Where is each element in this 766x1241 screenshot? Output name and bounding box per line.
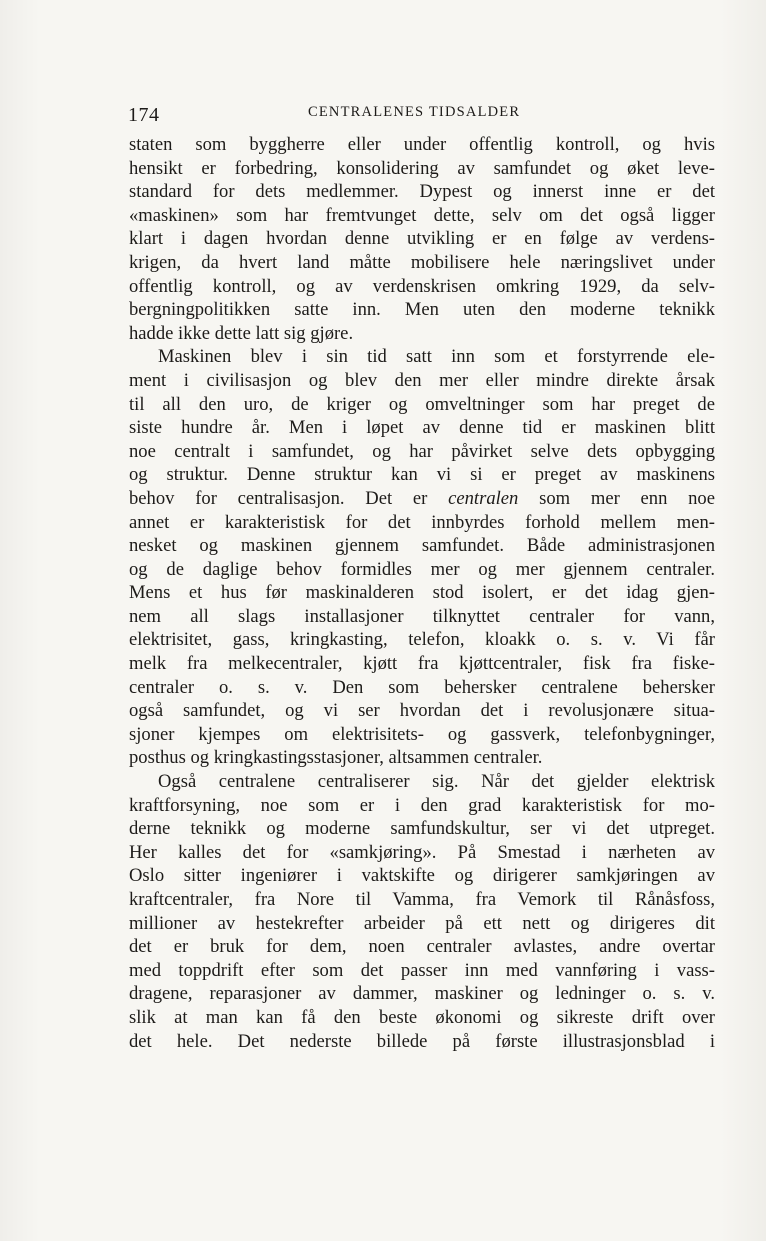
text-line: Oslo sitter ingeniører i vaktskifte og dirigerer samkjøringen av	[129, 865, 715, 887]
text-line: Maskinen blev i sin tid satt inn som et forstyrrende ele-	[158, 346, 715, 368]
text-line: krigen, da hvert land måtte mobilisere hele næringslivet under	[129, 251, 715, 273]
text-line: derne teknikk og moderne samfundskultur, ser vi det utpreget.	[129, 818, 715, 840]
text-line: sjoner kjempes om elektrisitets- og gassverk, telefonbygninger,	[129, 723, 715, 745]
text-line: millioner av hestekrefter arbeider på ett nett og dirigeres dit	[129, 912, 715, 934]
text-line: centraler o. s. v. Den som behersker centralene behersker	[129, 676, 715, 698]
text-line: bergningpolitikken satte inn. Men uten den moderne teknikk	[129, 299, 715, 321]
text-line: Her kalles det for «samkjøring». På Smestad i nærheten av	[129, 841, 715, 863]
text-line: og de daglige behov formidles mer og mer gjennem centraler.	[129, 558, 715, 580]
body-text	[129, 133, 715, 1053]
text-line: med toppdrift efter som det passer inn med vannføring i vass-	[129, 959, 715, 981]
text-segment: som mer enn noe	[518, 487, 715, 509]
text-line: Mens et hus før maskinalderen stod isolert, er det idag gjen-	[129, 582, 715, 604]
text-line: annet er karakteristisk for det innbyrdes forhold mellem men-	[129, 511, 715, 533]
text-line: slik at man kan få den beste økonomi og sikreste drift over	[129, 1006, 715, 1028]
page-header	[0, 100, 766, 126]
text-segment: behov for centralisasjon. Det er	[129, 487, 449, 509]
text-line: melk fra melkecentraler, kjøtt fra kjøttcentraler, fisk fra fiske-	[129, 653, 715, 675]
text-line: også samfundet, og vi ser hvordan det i revolusjonære situa-	[129, 700, 715, 722]
text-line: og struktur. Denne struktur kan vi si er preget av maskinens	[129, 464, 715, 486]
text-line: nem all slags installasjoner tilknyttet centraler for vann,	[129, 605, 715, 627]
text-line: Også centralene centraliserer sig. Når det gjelder elektrisk	[158, 771, 715, 793]
emphasized-word: centralen	[448, 487, 519, 509]
text-line: til all den uro, de kriger og omveltninger som har preget de	[129, 393, 715, 415]
text-line: hadde ikke dette latt sig gjøre.	[129, 322, 354, 344]
text-line	[129, 487, 715, 511]
text-line: ment i civilisasjon og blev den mer eller mindre direkte årsak	[129, 369, 715, 391]
text-line: elektrisitet, gass, kringkasting, telefon, kloakk o. s. v. Vi får	[129, 629, 715, 651]
text-line: posthus og kringkastingsstasjoner, altsammen centraler.	[129, 747, 543, 769]
text-line: det hele. Det nederste billede på første illustrasjonsblad i	[129, 1030, 715, 1052]
text-line: «maskinen» som har fremtvunget dette, selv om det også ligger	[129, 204, 715, 226]
text-line: siste hundre år. Men i løpet av denne tid er maskinen blitt	[129, 417, 715, 439]
text-line: dragene, reparasjoner av dammer, maskiner og ledninger o. s. v.	[129, 983, 715, 1005]
text-line: det er bruk for dem, noen centraler avlastes, andre overtar	[129, 936, 715, 958]
page-number: 174	[128, 104, 160, 126]
text-line: hensikt er forbedring, konsolidering av samfundet og øket leve-	[129, 157, 715, 179]
text-line: noe centralt i samfundet, og har påvirket selve dets opbygging	[129, 440, 715, 462]
text-line: klart i dagen hvordan denne utvikling er en følge av verdens-	[129, 228, 715, 250]
text-line: offentlig kontroll, og av verdenskrisen omkring 1929, da selv-	[129, 275, 715, 297]
text-line: staten som byggherre eller under offentlig kontroll, og hvis	[129, 134, 715, 155]
text-line: nesket og maskinen gjennem samfundet. Både administrasjonen	[129, 535, 715, 557]
running-title: CENTRALENES TIDSALDER	[308, 104, 521, 120]
text-line: kraftforsyning, noe som er i den grad karakteristisk for mo-	[129, 794, 715, 816]
text-line: standard for dets medlemmer. Dypest og innerst inne er det	[129, 181, 715, 203]
text-line: kraftcentraler, fra Nore til Vamma, fra Vemork til Rånåsfoss,	[129, 889, 715, 910]
